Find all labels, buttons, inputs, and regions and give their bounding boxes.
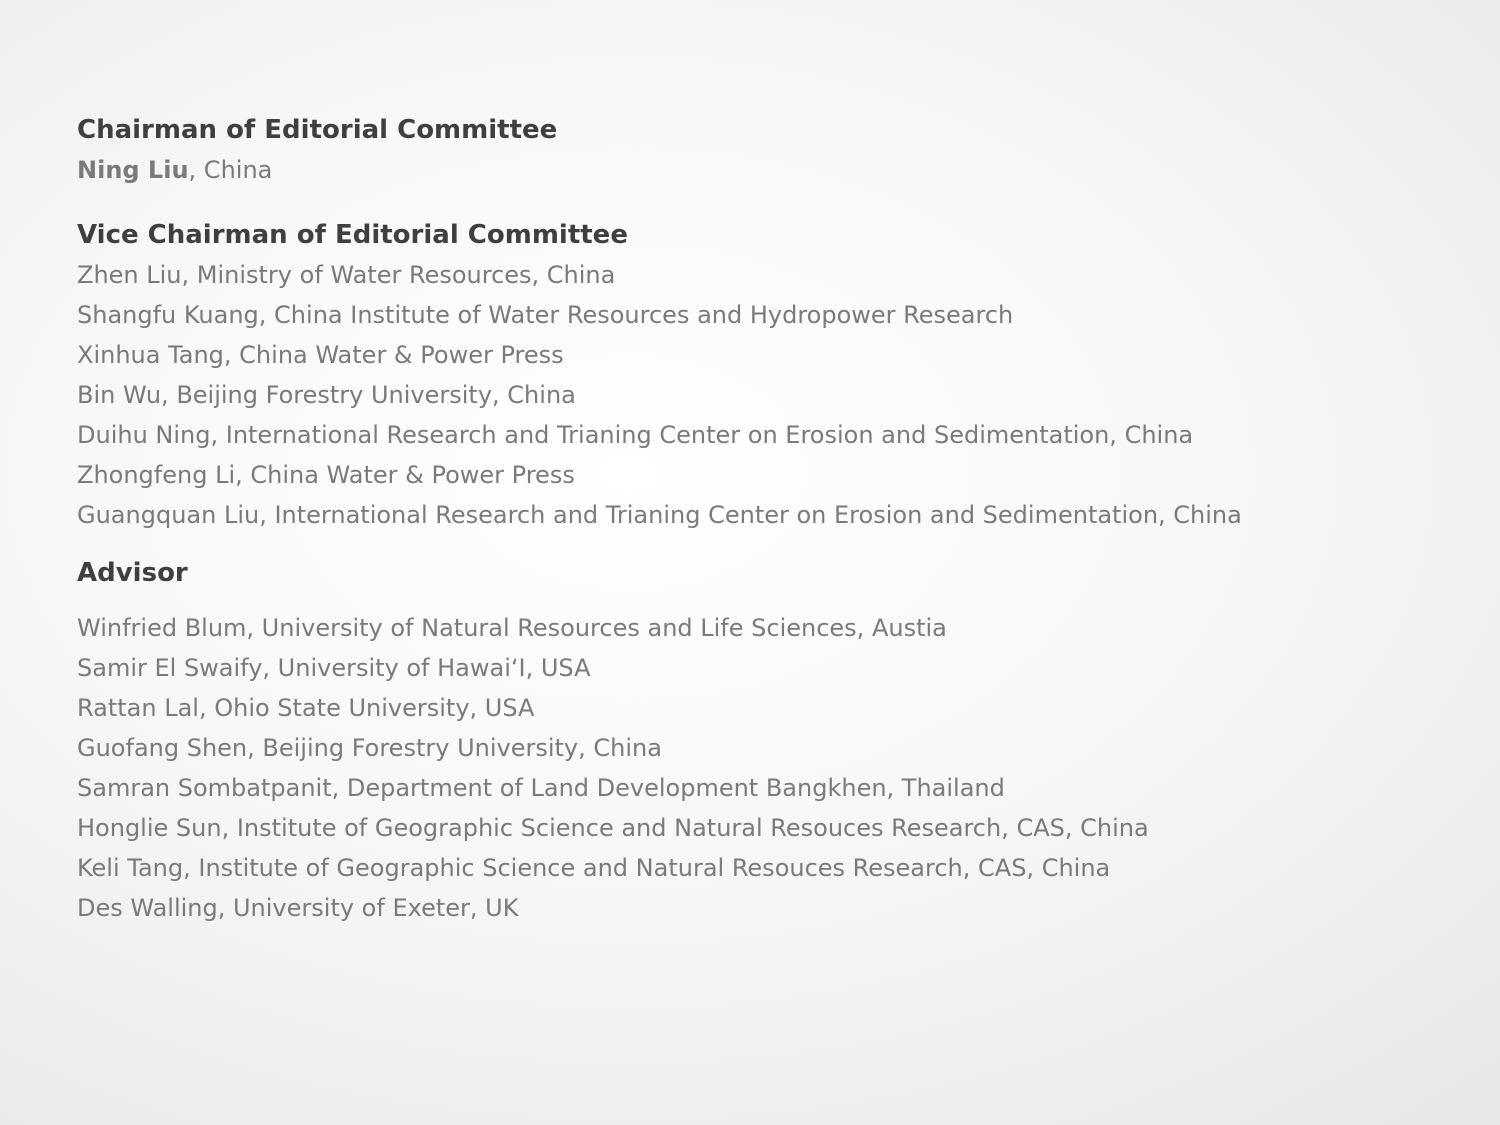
advisor-member: Keli Tang, Institute of Geographic Science and Natural Resouces Research, CAS, China bbox=[77, 854, 1111, 882]
advisor-heading: Advisor bbox=[77, 558, 188, 588]
section-spacer bbox=[77, 190, 1477, 215]
advisor-member: Winfried Blum, University of Natural Resources and Life Sciences, Austia bbox=[77, 614, 947, 642]
vice-chairman-member: Shangfu Kuang, China Institute of Water Resources and Hydropower Research bbox=[77, 301, 1014, 329]
advisor-member: Rattan Lal, Ohio State University, USA bbox=[77, 694, 535, 722]
section-spacer bbox=[77, 535, 1477, 553]
advisor-member: Honglie Sun, Institute of Geographic Science and Natural Resouces Research, CAS, China bbox=[77, 814, 1149, 842]
vice-chairman-member: Zhongfeng Li, China Water & Power Press bbox=[77, 461, 575, 489]
vice-chairman-heading: Vice Chairman of Editorial Committee bbox=[77, 220, 628, 250]
vice-chairman-member: Bin Wu, Beijing Forestry University, China bbox=[77, 381, 576, 409]
advisor-member: Samran Sombatpanit, Department of Land Development Bangkhen, Thailand bbox=[77, 774, 1005, 802]
advisor-member: Des Walling, University of Exeter, UK bbox=[77, 894, 519, 922]
advisor-member: Guofang Shen, Beijing Forestry University, China bbox=[77, 734, 662, 762]
chairman-affiliation: , China bbox=[188, 156, 273, 184]
heading-spacer bbox=[77, 593, 1477, 608]
vice-chairman-list bbox=[77, 255, 1477, 535]
vice-chairman-member: Guangquan Liu, International Research and Trianing Center on Erosion and Sedimentation, China bbox=[77, 501, 1242, 529]
vice-chairman-member: Xinhua Tang, China Water & Power Press bbox=[77, 341, 564, 369]
advisor-member: Samir El Swaify, University of Hawai‘I, USA bbox=[77, 654, 591, 682]
slide-content bbox=[77, 110, 1477, 928]
chairman-heading: Chairman of Editorial Committee bbox=[77, 115, 558, 145]
advisor-list bbox=[77, 608, 1477, 928]
chairman-entry bbox=[77, 150, 1477, 190]
vice-chairman-member: Zhen Liu, Ministry of Water Resources, China bbox=[77, 261, 616, 289]
vice-chairman-member: Duihu Ning, International Research and Trianing Center on Erosion and Sedimentation, China bbox=[77, 421, 1194, 449]
chairman-name: Ning Liu bbox=[77, 156, 189, 184]
